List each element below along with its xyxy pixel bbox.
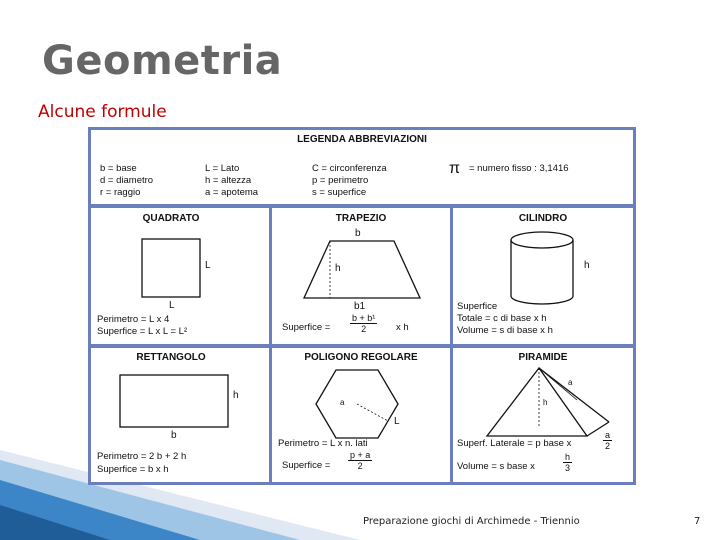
rettangolo-panel — [91, 348, 269, 482]
rettangolo-superfice: Superfice = b x h — [97, 464, 169, 475]
trapezio-panel — [272, 208, 450, 344]
rettangolo-perimetro: Perimetro = 2 b + 2 h — [97, 451, 187, 462]
piramide-volume-fraction — [563, 452, 572, 473]
slide-subtitle: Alcune formule — [38, 102, 167, 122]
rettangolo-heading: RETTANGOLO — [136, 352, 206, 363]
trapezio-top-label: b — [355, 228, 361, 239]
piramide-a-label: a — [568, 378, 573, 387]
trapezio-bottom-label: b1 — [354, 301, 366, 312]
trapezio-frac-num: b + b¹ — [352, 313, 376, 323]
quadrato-bottom-label: L — [169, 300, 175, 311]
poligono-panel — [272, 348, 450, 482]
legend-col3-item: C = circonferenza — [312, 163, 387, 174]
piramide-panel — [453, 348, 633, 482]
pyramid-figure — [483, 366, 613, 438]
poligono-heading: POLIGONO REGOLARE — [304, 352, 418, 363]
page-number: 7 — [694, 516, 701, 527]
cilindro-line1: Superfice — [457, 301, 498, 312]
rettangolo-b-label: b — [171, 430, 177, 441]
trapezio-h-label: h — [335, 263, 341, 274]
legend-col2-item: h = altezza — [205, 175, 252, 186]
quadrato-panel — [91, 208, 269, 344]
quadrato-side-label: L — [205, 260, 211, 271]
legend-col1-item: r = raggio — [100, 187, 141, 198]
cilindro-line2: Totale = c di base x h — [457, 313, 547, 324]
poligono-frac-num: p + a — [350, 450, 371, 460]
poligono-fraction — [348, 450, 372, 471]
poligono-frac-den: 2 — [357, 461, 363, 471]
slide-title: Geometria — [42, 38, 283, 84]
piramide-lateral-den: 2 — [605, 441, 611, 451]
quadrato-superfice: Superfice = L x L = L² — [97, 326, 188, 337]
legend-col2-item: a = apotema — [205, 187, 259, 198]
legend-panel — [91, 130, 633, 204]
cilindro-panel — [453, 208, 633, 344]
legend-col1-item: b = base — [100, 163, 137, 174]
legend-col1-item: d = diametro — [100, 175, 154, 186]
rettangolo-h-label: h — [233, 390, 239, 401]
trapezio-superfice-suffix: x h — [396, 322, 409, 333]
pi-symbol: π — [449, 160, 461, 177]
square-figure — [141, 238, 203, 300]
quadrato-perimetro: Perimetro = L x 4 — [97, 314, 170, 325]
slide-footer: Preparazione giochi di Archimede - Triennio — [363, 516, 580, 527]
piramide-volume: Volume = s base x — [457, 461, 535, 472]
trapezio-frac-den: 2 — [361, 324, 367, 334]
legend-heading: LEGENDA ABBREVIAZIONI — [297, 134, 427, 145]
piramide-volume-num: h — [565, 452, 571, 462]
trapezio-heading: TRAPEZIO — [335, 213, 387, 224]
quadrato-heading: QUADRATO — [142, 213, 200, 224]
poligono-superfice-label: Superfice = — [282, 460, 331, 471]
cylinder-figure — [509, 230, 575, 308]
trapezoid-figure — [302, 240, 422, 300]
legend-col2-item: L = Lato — [205, 163, 240, 174]
piramide-lateral-fraction — [603, 430, 612, 451]
poligono-L-label: L — [394, 416, 400, 427]
trapezio-fraction — [350, 313, 377, 334]
piramide-volume-den: 3 — [565, 463, 571, 473]
cilindro-line3: Volume = s di base x h — [457, 325, 553, 336]
piramide-lateral: Superf. Laterale = p base x — [457, 438, 572, 449]
poligono-a-label: a — [340, 398, 345, 407]
hexagon-figure — [314, 368, 400, 440]
poligono-perimetro: Perimetro = L x n. lati — [278, 438, 368, 449]
cilindro-heading: CILINDRO — [518, 213, 568, 224]
legend-col3-item: p = perimetro — [312, 175, 369, 186]
legend-col3-item: s = superfice — [312, 187, 367, 198]
formula-sheet — [88, 127, 636, 485]
piramide-lateral-num: a — [605, 430, 611, 440]
rectangle-figure — [119, 374, 231, 430]
piramide-heading: PIRAMIDE — [518, 352, 568, 363]
piramide-h-label: h — [543, 398, 548, 407]
pi-definition: = numero fisso : 3,1416 — [469, 163, 569, 174]
cilindro-h-label: h — [584, 260, 590, 271]
trapezio-superfice-label: Superfice = — [282, 322, 331, 333]
